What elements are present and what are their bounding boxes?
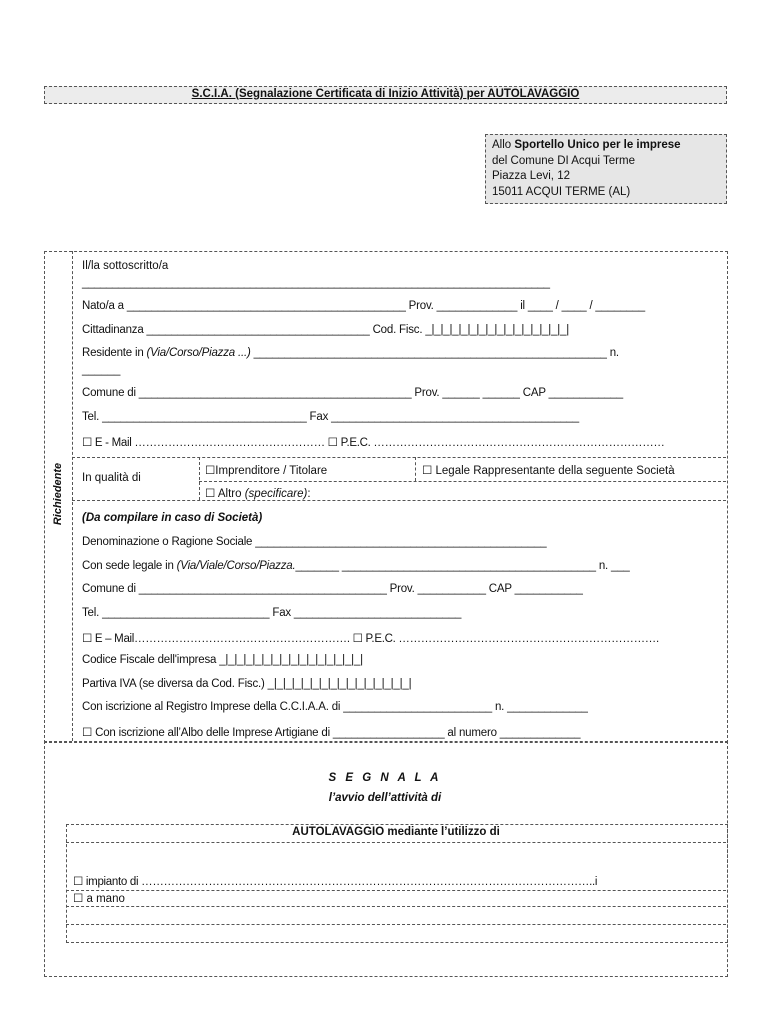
comune-field[interactable]: Comune di ____________________________________________ Prov. ______ ______ CAP ____________ — [82, 387, 623, 399]
divider — [66, 842, 726, 843]
altro-hint: (specificare) — [244, 488, 308, 500]
checkbox-impianto[interactable]: ☐ impianto di …………………………………………………………………………………………………………..i — [73, 876, 598, 888]
title-box — [44, 86, 727, 104]
divider — [66, 924, 726, 925]
tel-fax-field[interactable]: Tel. _________________________________ Fax ________________________________________ — [82, 411, 579, 423]
albo-artigiani-field[interactable]: ☐ Con iscrizione all’Albo delle Imprese Artigiane di __________________ al numero _____________ — [82, 727, 581, 739]
intro-text: Il/la sottoscritto/a — [82, 260, 169, 272]
company-comune-field[interactable]: Comune di ________________________________________ Prov. ___________ CAP ___________ — [82, 583, 583, 595]
residence-continued[interactable]: ______ — [82, 364, 121, 376]
divider — [415, 457, 416, 481]
checkbox-a-mano[interactable]: ☐ a mano — [73, 893, 125, 905]
divider — [66, 906, 726, 907]
segnala-heading: S E G N A L A — [328, 772, 442, 784]
company-tel-fax-field[interactable]: Tel. ___________________________ Fax ___________________________ — [82, 607, 462, 619]
addressee-box — [485, 134, 727, 204]
autolavaggio-heading: AUTOLAVAGGIO mediante l’utilizzo di — [292, 826, 500, 838]
company-heading: (Da compilare in caso di Società) — [82, 512, 263, 524]
checkbox-imprenditore[interactable]: ☐Imprenditore / Titolare — [205, 465, 328, 477]
checkbox-legale-rappresentante[interactable]: ☐ Legale Rappresentante della seguente Società — [422, 465, 675, 477]
addressee-prefix: Allo — [492, 139, 515, 151]
addressee-line-3: Piazza Levi, 12 — [492, 170, 570, 182]
divider — [72, 457, 726, 458]
qualita-label: In qualità di — [82, 472, 141, 484]
registro-imprese-field[interactable]: Con iscrizione al Registro Imprese della C.C.I.A.A. di ________________________ n. _____________ — [82, 701, 588, 713]
checkbox-altro[interactable] — [205, 486, 311, 500]
document-title: S.C.I.A. (Segnalazione Certificata di Inizio Attività) per AUTOLAVAGGIO — [191, 88, 580, 100]
divider — [199, 457, 200, 500]
residence-blank: _________________________________________________________ n. — [250, 347, 619, 359]
addressee-line-1 — [492, 138, 720, 154]
company-name-field[interactable]: Denominazione o Ragione Sociale _______________________________________________ — [82, 536, 547, 548]
residence-field[interactable] — [82, 347, 619, 359]
citizenship-field[interactable]: Cittadinanza ____________________________________ Cod. Fisc. _|_|_|_|_|_|_|_|_|_|_|_|_|_|_|_| — [82, 324, 570, 336]
company-cf-field[interactable]: Codice Fiscale dell'impresa _|_|_|_|_|_|_|_|_|_|_|_|_|_|_|_| — [82, 654, 363, 666]
company-email-pec-field[interactable]: ☐ E – Mail…………………………………………………. ☐ P.E.C. ……………………………………………………………. — [82, 633, 659, 645]
addressee-line-4: 15011 ACQUI TERME (AL) — [492, 185, 631, 198]
divider — [199, 481, 726, 482]
birth-field[interactable]: Nato/a a _____________________________________________ Prov. _____________ il ____ / ____ / ________ — [82, 300, 646, 312]
seat-blank: _______ _________________________________________ n. ___ — [295, 560, 630, 572]
company-piva-field[interactable]: Partiva IVA (se diversa da Cod. Fisc.) _|_|_|_|_|_|_|_|_|_|_|_|_|_|_|_| — [82, 678, 412, 690]
email-pec-field[interactable]: ☐ E - Mail …………………………………………… ☐ P.E.C. …………………………………………………………………… — [82, 437, 665, 449]
addressee-line-2: del Comune DI Acqui Terme — [492, 154, 635, 167]
name-field[interactable]: ______________________________________________________________________________ — [82, 277, 550, 289]
addressee-office: Sportello Unico per le imprese — [514, 139, 681, 151]
divider — [72, 500, 726, 501]
avvio-subheading: l’avvio dell’attività di — [328, 792, 442, 804]
company-seat-field[interactable] — [82, 560, 630, 572]
residence-label: Residente in — [82, 347, 147, 359]
altro-label: ☐ Altro — [205, 488, 245, 500]
seat-label: Con sede legale in — [82, 560, 177, 572]
divider — [66, 890, 726, 891]
residence-hint: (Via/Corso/Piazza ...) — [146, 347, 251, 359]
altro-colon: : — [307, 488, 311, 500]
seat-hint: (Via/Viale/Corso/Piazza. — [176, 560, 296, 572]
side-label-richiedente: Richiedente — [52, 462, 64, 526]
